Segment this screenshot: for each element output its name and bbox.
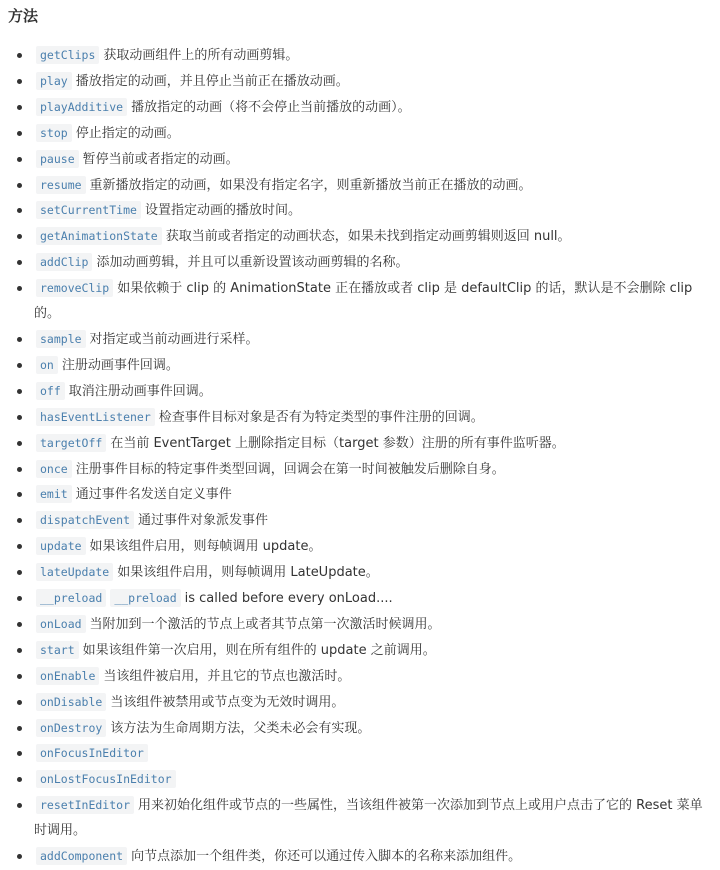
method-desc: 对指定或当前动画进行采样。: [89, 331, 259, 347]
method-name: resume: [36, 176, 86, 194]
method-name: off: [36, 382, 65, 400]
bullet-icon: [17, 208, 22, 213]
bullet-icon: [17, 648, 22, 653]
bullet-icon: [17, 622, 22, 627]
method-item-resetInEditor: [0, 793, 720, 844]
method-item-preload: [0, 586, 720, 612]
method-desc: 当该组件被启用，并且它的节点也激活时。: [103, 668, 351, 684]
method-list: [0, 43, 720, 870]
method-name-repeat: __preload: [110, 589, 180, 607]
method-name: on: [36, 356, 58, 374]
method-name: removeClip: [36, 279, 113, 297]
bullet-icon: [17, 79, 22, 84]
method-item-on: [0, 353, 720, 379]
bullet-icon: [17, 700, 22, 705]
method-name: resetInEditor: [36, 796, 134, 814]
method-desc: 设置指定动画的播放时间。: [144, 203, 301, 219]
method-desc: 当附加到一个激活的节点上或者其节点第一次激活时候调用。: [89, 616, 441, 632]
bullet-icon: [17, 674, 22, 679]
method-name: start: [36, 641, 79, 659]
method-desc: 如果该组件启用，则每帧调用 update。: [89, 539, 322, 555]
method-name: setCurrentTime: [36, 201, 141, 219]
method-name: addClip: [36, 253, 92, 271]
bullet-icon: [17, 777, 22, 782]
method-name: onDestroy: [36, 719, 106, 737]
bullet-icon: [17, 492, 22, 497]
method-desc: 在当前 EventTarget 上删除指定目标（target 参数）注册的所有事件监听器。: [110, 435, 565, 451]
method-item-onEnable: [0, 664, 720, 690]
bullet-icon: [17, 286, 22, 291]
method-item-onLostFocusInEditor: [0, 767, 720, 793]
method-item-onFocusInEditor: [0, 741, 720, 767]
bullet-icon: [17, 751, 22, 756]
method-item-setCurrentTime: [0, 198, 720, 224]
bullet-icon: [17, 260, 22, 265]
method-desc: 该方法为生命周期方法，父类未必会有实现。: [110, 720, 371, 736]
method-item-removeClip: [0, 276, 720, 327]
section-heading: 方法: [8, 7, 39, 25]
method-name: getAnimationState: [36, 227, 162, 245]
method-item-onDisable: [0, 690, 720, 716]
method-item-addClip: [0, 250, 720, 276]
method-item-sample: [0, 327, 720, 353]
method-name: onDisable: [36, 693, 106, 711]
method-desc: 注册动画事件回调。: [61, 357, 179, 373]
method-item-targetOff: [0, 431, 720, 457]
bullet-icon: [17, 363, 22, 368]
method-item-dispatchEvent: [0, 508, 720, 534]
method-desc: 暂停当前或者指定的动画。: [82, 151, 239, 167]
method-item-addComponent: [0, 844, 720, 870]
method-desc: 获取当前或者指定的动画状态，如果未找到指定动画剪辑则返回 null。: [165, 229, 571, 245]
method-name: targetOff: [36, 434, 106, 452]
method-desc: 检查事件目标对象是否有为特定类型的事件注册的回调。: [158, 409, 484, 425]
method-desc: 用来初始化组件或节点的一些属性，当该组件被第一次添加到节点上或用户点击了它的 Reset 菜单时调用。: [34, 798, 703, 839]
bullet-icon: [17, 544, 22, 549]
method-name: getClips: [36, 46, 99, 64]
method-item-play: [0, 69, 720, 95]
method-item-once: [0, 457, 720, 483]
method-desc: 通过事件名发送自定义事件: [75, 487, 232, 503]
method-desc: 向节点添加一个组件类，你还可以通过传入脚本的名称来添加组件。: [131, 849, 522, 865]
method-name: onFocusInEditor: [36, 744, 148, 762]
bullet-icon: [17, 726, 22, 731]
method-item-pause: [0, 147, 720, 173]
method-item-getClips: [0, 43, 720, 69]
bullet-icon: [17, 183, 22, 188]
bullet-icon: [17, 389, 22, 394]
method-item-hasEventListener: [0, 405, 720, 431]
method-item-off: [0, 379, 720, 405]
method-desc: 如果该组件启用，则每帧调用 LateUpdate。: [117, 565, 379, 581]
method-name: onLostFocusInEditor: [36, 770, 176, 788]
method-item-emit: [0, 482, 720, 508]
method-item-lateUpdate: [0, 560, 720, 586]
method-desc: 当该组件被禁用或节点变为无效时调用。: [110, 694, 345, 710]
method-item-onDestroy: [0, 716, 720, 742]
bullet-icon: [17, 157, 22, 162]
method-desc: 如果依赖于 clip 的 AnimationState 正在播放或者 clip 是 defaultClip 的话，默认是不会删除 clip 的。: [34, 281, 693, 322]
method-desc: 停止指定的动画。: [75, 125, 180, 141]
method-desc: 通过事件对象派发事件: [138, 513, 269, 529]
method-desc: 取消注册动画事件回调。: [68, 383, 212, 399]
bullet-icon: [17, 596, 22, 601]
method-name: emit: [36, 485, 72, 503]
bullet-icon: [17, 467, 22, 472]
method-desc: 添加动画剪辑，并且可以重新设置该动画剪辑的名称。: [96, 255, 409, 271]
method-desc: 播放指定的动画，并且停止当前正在播放动画。: [75, 73, 349, 89]
bullet-icon: [17, 234, 22, 239]
method-name: onEnable: [36, 667, 99, 685]
bullet-icon: [17, 53, 22, 58]
method-desc: 注册事件目标的特定事件类型回调，回调会在第一时间被触发后删除自身。: [75, 461, 505, 477]
method-name: stop: [36, 124, 72, 142]
bullet-icon: [17, 854, 22, 859]
bullet-icon: [17, 105, 22, 110]
method-desc: 获取动画组件上的所有动画剪辑。: [103, 48, 299, 63]
method-name: playAdditive: [36, 98, 127, 116]
method-name: sample: [36, 330, 86, 348]
method-name: dispatchEvent: [36, 511, 134, 529]
bullet-icon: [17, 518, 22, 523]
bullet-icon: [17, 803, 22, 808]
bullet-icon: [17, 337, 22, 342]
bullet-icon: [17, 415, 22, 420]
method-desc: 如果该组件第一次启用，则在所有组件的 update 之前调用。: [82, 642, 436, 658]
bullet-icon: [17, 131, 22, 136]
method-item-onLoad: [0, 612, 720, 638]
method-name: hasEventListener: [36, 408, 155, 426]
method-name: pause: [36, 150, 79, 168]
method-name: lateUpdate: [36, 563, 113, 581]
method-item-resume: [0, 173, 720, 199]
bullet-icon: [17, 570, 22, 575]
method-item-start: [0, 638, 720, 664]
method-item-getAnimationState: [0, 224, 720, 250]
method-name: onLoad: [36, 615, 86, 633]
method-name: once: [36, 460, 72, 478]
method-desc: is called before every onLoad....: [184, 591, 393, 607]
method-name: addComponent: [36, 847, 127, 865]
bullet-icon: [17, 441, 22, 446]
method-desc: 重新播放指定的动画，如果没有指定名字，则重新播放当前正在播放的动画。: [89, 177, 532, 193]
method-item-playAdditive: [0, 95, 720, 121]
method-name: __preload: [36, 589, 106, 607]
method-name: play: [36, 72, 72, 90]
method-item-update: [0, 534, 720, 560]
method-name: update: [36, 537, 86, 555]
method-desc: 播放指定的动画（将不会停止当前播放的动画）。: [131, 99, 411, 115]
method-item-stop: [0, 121, 720, 147]
